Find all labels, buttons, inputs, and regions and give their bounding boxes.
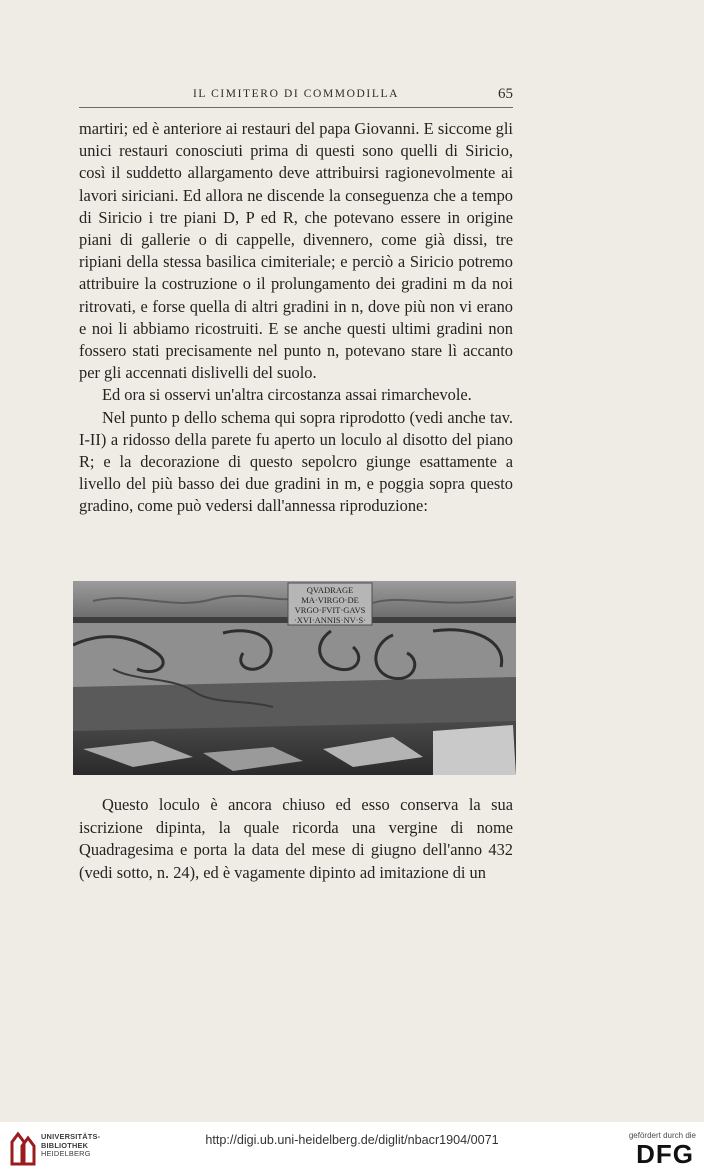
loculus-photograph: [73, 581, 516, 775]
inscription-line: VRGO·FVIT·GAVS: [294, 605, 366, 615]
footer-bar: [0, 1122, 704, 1174]
paragraph: Ed ora si osservi un'altra circostanza assai rimarchevole.: [102, 385, 472, 405]
inscription-line: QVADRAGE: [306, 585, 354, 595]
page-number: 65: [498, 86, 513, 102]
running-title: IL CIMITERO DI COMMODILLA: [193, 88, 399, 100]
inscription-line: MA·VIRGO·DE: [301, 595, 359, 605]
funding-caption: gefördert durch die: [628, 1131, 696, 1140]
paragraph: Nel punto p dello schema qui sopra riprodotto (vedi anche tav. I-II) a ridosso della parete fu aperto un loculo al disotto del piano R; e la decorazione di questo sepolcro giunge esattamente a livello del più basso dei due gradini in m, e poggia sopra questo gradino, come può vedersi dall'annessa riproduzione:: [79, 407, 513, 516]
paragraph: Questo loculo è ancora chiuso ed esso conserva la sua iscrizione dipinta, la quale ricorda una vergine di nome Quadragesima e porta la data del mese di giugno dell'anno 432 (vedi sotto, n. 24), ed è vagamente dipinto ad imitazione di un: [79, 795, 513, 882]
paragraph: martiri; ed è anteriore ai restauri del papa Giovanni. E siccome gli unici restauri conosciuti prima di questi sono quelli di Siricio, così il suddetto allargamento deve attribuirsi ragionevolmente ai lavori siriciani. Ed allora ne discende la conseguenza che a tempo di Siricio i tre piani D, P ed R, che potevano essere in origine piani di gallerie o di cappelle, divennero, come già dissi, tre ripiani della stessa basilica cimiteriale; e perciò a Siricio potremo attribuire la costruzione o il prolungamento dei gradini m da noi ritrovati, e forse quella di altri gradini in n, dove più non vi erano e noi li abbiamo ricostruiti. E se anche questi ultimi gradini non fossero stati precisamente nel punto n, potevano stare lì accanto per gli accennati dislivelli del suolo.: [79, 119, 513, 383]
library-name-line: BIBLIOTHEK: [41, 1140, 89, 1150]
dfg-logo: DFG: [636, 1139, 694, 1169]
library-name-line: UNIVERSITÄTS-: [41, 1132, 101, 1141]
body-text-lower: [79, 794, 513, 884]
source-url-link[interactable]: http://digi.ub.uni-heidelberg.de/diglit/nbacr1904/0071: [205, 1133, 499, 1147]
library-name-line: HEIDELBERG: [41, 1149, 91, 1159]
inscription-line: ·XVI·ANNIS·NV·S·: [293, 615, 367, 625]
running-header: [79, 87, 513, 108]
body-text-upper: [79, 118, 513, 518]
